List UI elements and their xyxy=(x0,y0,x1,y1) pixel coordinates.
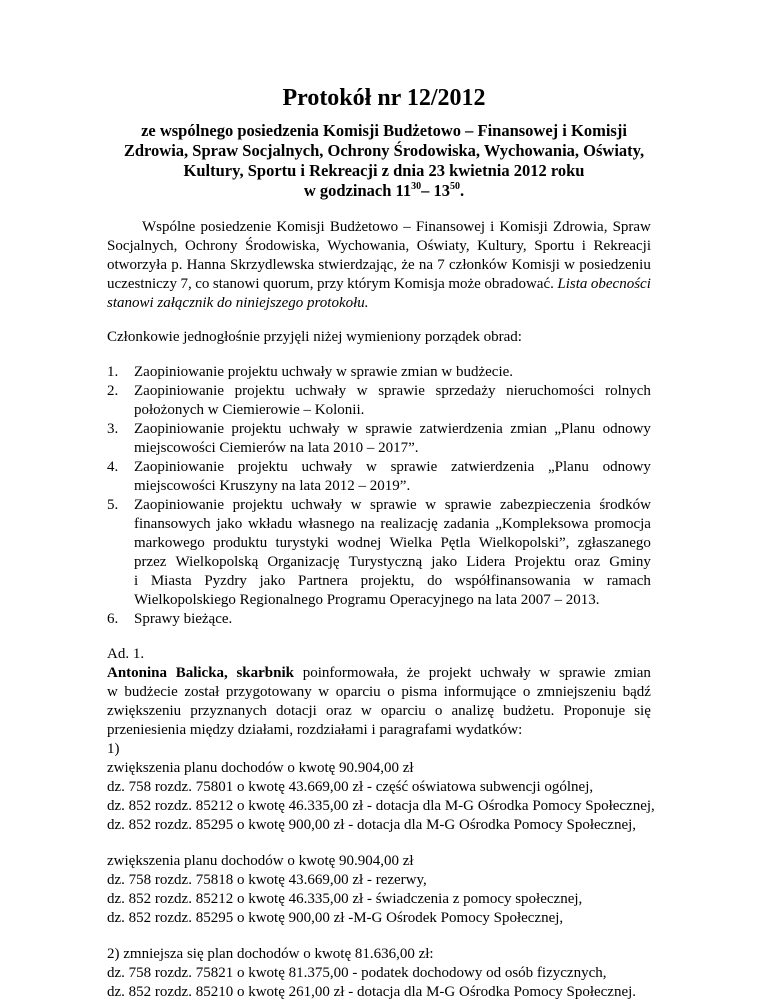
agenda-item-5-cont: markowego produktu turystyki wodnej Wielka Pętla Wielkopolski”, zgłaszanego xyxy=(134,535,651,551)
agenda-item-2: Zaopiniowanie projektu uchwały w sprawie sprzedaży nieruchomości rolnych xyxy=(134,383,651,399)
subtitle-line-1: ze wspólnego posiedzenia Komisji Budżetowo – Finansowej i Komisji xyxy=(141,121,627,140)
ad1-line-12: dz. 852 rozdz. 85212 o kwotę 46.335,00 zł - świadczenia z pomocy społecznej, xyxy=(107,891,583,907)
agenda-number: 4. xyxy=(107,459,119,475)
intro-line-4: uczestniczy 7, co stanowi quorum, przy którym Komisja może obradować. Lista obecności xyxy=(107,276,651,292)
ad1-line-16: dz. 852 rozdz. 85210 o kwotę 261,00 zł - dotacja dla M-G Ośrodka Pomocy Społecznej. xyxy=(107,984,637,1000)
agenda-item-5-cont: przez Wielkopolską Organizację Turystyczną jako Lidera Projektu oraz Gminy xyxy=(134,554,651,570)
agenda-number: 5. xyxy=(107,497,119,513)
ad1-line-14: 2) zmniejsza się plan dochodów o kwotę 81.636,00 zł: xyxy=(107,946,434,962)
agenda-item-5: Zaopiniowanie projektu uchwały w sprawie w sprawie zabezpieczenia środków xyxy=(134,497,651,513)
ad1-line-1: Antonina Balicka, skarbnik poinformowała, że projekt uchwały w sprawie zmian xyxy=(107,665,651,681)
ad1-line-3: zwiększeniu przyznanych dotacji oraz w oparciu o analizę budżetu. Proponuje się xyxy=(107,703,651,719)
document-title: Protokół nr 12/2012 xyxy=(282,85,486,111)
agenda-number: 6. xyxy=(107,611,119,627)
ad1-line-6: zwiększenia planu dochodów o kwotę 90.904,00 zł xyxy=(107,760,414,776)
intro-line-2: Socjalnych, Ochrony Środowiska, Wychowania, Oświaty, Kultury, Sportu i Rekreacji xyxy=(107,238,651,254)
ad1-line-13: dz. 852 rozdz. 85295 o kwotę 900,00 zł -M-G Ośrodek Pomocy Społecznej, xyxy=(107,910,564,926)
ad1-line-11: dz. 758 rozdz. 75818 o kwotę 43.669,00 zł - rezerwy, xyxy=(107,872,427,888)
ad1-line-4: przeniesienia między działami, rozdziałami i paragrafami wydatków: xyxy=(107,722,523,738)
subtitle-line-3: Kultury, Sportu i Rekreacji z dnia 23 kwietnia 2012 roku xyxy=(183,161,585,180)
ad1-line-15: dz. 758 rozdz. 75821 o kwotę 81.375,00 - podatek dochodowy od osób fizycznych, xyxy=(107,965,607,981)
agenda-number: 1. xyxy=(107,364,119,380)
agenda-number: 3. xyxy=(107,421,119,437)
intro-line-5: stanowi załącznik do niniejszego protokołu. xyxy=(107,295,369,311)
agenda-item-2-cont: położonych w Ciemierowie – Kolonii. xyxy=(134,402,365,418)
agenda-item-5-cont: i Miasta Pyzdry jako Partnera projektu, do współfinansowania w ramach xyxy=(134,573,651,589)
section-heading: Ad. 1. xyxy=(107,646,145,662)
agenda-item-3-cont: miejscowości Ciemierów na lata 2010 – 2017”. xyxy=(134,440,419,456)
agenda-item-5-cont: finansowych jako wkładu własnego na realizację zadania „Kompleksowa promocja xyxy=(134,516,651,532)
subtitle-line-2: Zdrowia, Spraw Socjalnych, Ochrony Środowiska, Wychowania, Oświaty, xyxy=(123,141,645,160)
agenda-item-3: Zaopiniowanie projektu uchwały w sprawie zatwierdzenia zmian „Planu odnowy xyxy=(134,421,651,437)
agenda-number: 2. xyxy=(107,383,119,399)
intro-line-1: Wspólne posiedzenie Komisji Budżetowo – Finansowej i Komisji Zdrowia, Spraw xyxy=(142,219,651,235)
subtitle-line-4: w godzinach $11^{30}-$ $13^{50}$. xyxy=(303,181,465,200)
agenda-item-4: Zaopiniowanie projektu uchwały w sprawie zatwierdzenia „Planu odnowy xyxy=(134,459,651,475)
ad1-line-10: zwiększenia planu dochodów o kwotę 90.904,00 zł xyxy=(107,853,414,869)
agenda-item-6: Sprawy bieżące. xyxy=(134,611,233,627)
ad1-line-7: dz. 758 rozdz. 75801 o kwotę 43.669,00 zł - część oświatowa subwencji ogólnej, xyxy=(107,779,594,795)
agenda-item-4-cont: miejscowości Kruszyny na lata 2012 – 2019”. xyxy=(134,478,411,494)
ad1-line-8: dz. 852 rozdz. 85212 o kwotę 46.335,00 zł - dotacja dla M-G Ośrodka Pomocy Społecznej, xyxy=(107,798,655,814)
intro-line-3: otworzyła p. Hanna Skrzydlewska stwierdzając, że na 7 członków Komisji w posiedzeniu xyxy=(107,257,651,273)
agenda-item-1: Zaopiniowanie projektu uchwały w sprawie zmian w budżecie. xyxy=(134,364,514,380)
ad1-line-9: dz. 852 rozdz. 85295 o kwotę 900,00 zł - dotacja dla M-G Ośrodka Pomocy Społecznej, xyxy=(107,817,637,833)
ad1-line-2: w budżecie został przygotowany w oparciu o pisma informujące o zmniejszeniu bądź xyxy=(107,684,651,700)
ad1-line-5: 1) xyxy=(107,741,120,757)
agenda-item-5-cont: Wielkopolskiego Regionalnego Programu Operacyjnego na lata 2007 – 2013. xyxy=(134,592,600,608)
agenda-intro: Członkowie jednogłośnie przyjęli niżej wymieniony porządek obrad: xyxy=(107,329,522,345)
